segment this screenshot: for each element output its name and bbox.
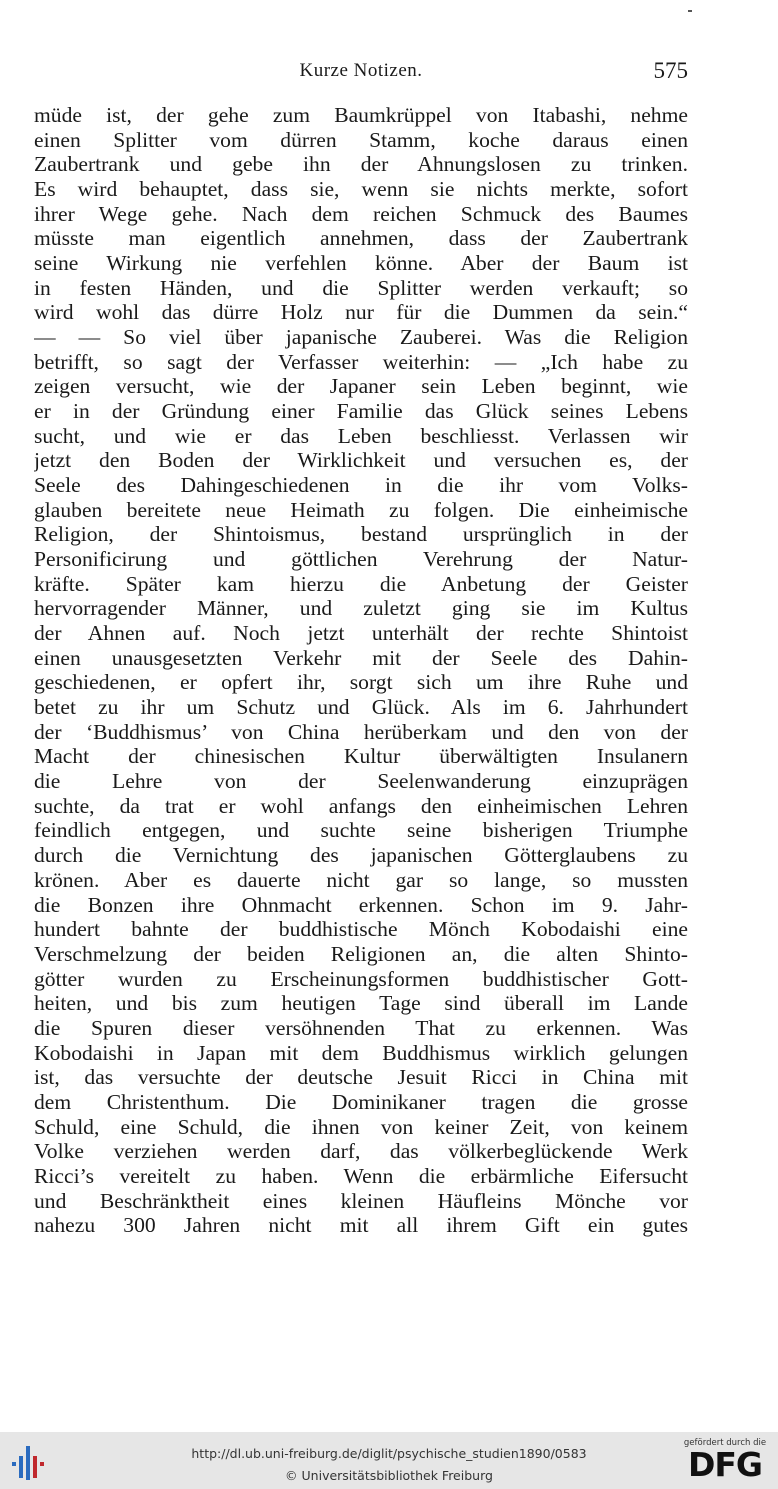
- text-line: glauben bereitete neue Heimath zu folgen. Die einheimische: [34, 497, 688, 522]
- text-line: Verschmelzung der beiden Religionen an, die alten Shinto-: [34, 941, 688, 966]
- scan-mark: [688, 10, 692, 12]
- dfg-caption: gefördert durch die: [683, 1438, 767, 1448]
- text-line: betrifft, so sagt der Verfasser weiterhin: — „Ich habe zu: [34, 349, 688, 374]
- text-line: Kobodaishi in Japan mit dem Buddhismus wirklich gelungen: [34, 1040, 688, 1065]
- text-line: götter wurden zu Erscheinungsformen buddhistischer Gott-: [34, 966, 688, 991]
- text-line: Macht der chinesischen Kultur überwältigten Insulanern: [34, 744, 688, 769]
- page-number: 575: [653, 58, 688, 83]
- text-line: suchte, da trat er wohl anfangs den einheimischen Lehren: [34, 793, 688, 818]
- text-line: durch die Vernichtung des japanischen Götterglaubens zu: [34, 843, 688, 868]
- text-line: geschiedenen, er opfert ihr, sorgt sich um ihre Ruhe und: [34, 670, 688, 695]
- text-line: Volke verziehen werden darf, das völkerbeglückende Werk: [34, 1139, 688, 1164]
- text-line: er in der Gründung einer Familie das Glück seines Lebens: [34, 399, 688, 424]
- text-line: Schuld, eine Schuld, die ihnen von keiner Zeit, von keinem: [34, 1114, 688, 1139]
- text-line: jetzt den Boden der Wirklichkeit und versuchen es, der: [34, 448, 688, 473]
- text-line: Es wird behauptet, dass sie, wenn sie nichts merkte, sofort: [34, 177, 688, 202]
- viewer-footer: [0, 1432, 778, 1489]
- text-line: Seele des Dahingeschiedenen in die ihr vom Volks-: [34, 473, 688, 498]
- page-header: [34, 58, 688, 86]
- text-line: seine Wirkung nie verfehlen könne. Aber der Baum ist: [34, 251, 688, 276]
- text-line: feindlich entgegen, und suchte seine bisherigen Triumphe: [34, 818, 688, 843]
- text-line: nahezu 300 Jahren nicht mit all ihrem Gift ein gutes: [34, 1213, 688, 1238]
- text-line: hervorragender Männer, und zuletzt ging sie im Kultus: [34, 596, 688, 621]
- text-line: Zaubertrank und gebe ihn der Ahnungslosen zu trinken.: [34, 152, 688, 177]
- text-line: dem Christenthum. Die Dominikaner tragen die grosse: [34, 1089, 688, 1114]
- text-line: wird wohl das dürre Holz nur für die Dummen da sein.“: [34, 300, 688, 325]
- text-line: Religion, der Shintoismus, bestand ursprünglich in der: [34, 522, 688, 547]
- text-line: einen unausgesetzten Verkehr mit der Seele des Dahin-: [34, 645, 688, 670]
- text-line: zeigen versucht, wie der Japaner sein Leben beginnt, wie: [34, 374, 688, 399]
- text-line: hundert bahnte der buddhistische Mönch Kobodaishi eine: [34, 917, 688, 942]
- source-url-link[interactable]: http://dl.ub.uni-freiburg.de/diglit/psychische_studien1890/0583: [191, 1446, 587, 1461]
- text-line: die Lehre von der Seelenwanderung einzuprägen: [34, 769, 688, 794]
- text-line: der Ahnen auf. Noch jetzt unterhält der rechte Shintoist: [34, 621, 688, 646]
- text-line: einen Splitter vom dürren Stamm, koche daraus einen: [34, 127, 688, 152]
- text-line: heiten, und bis zum heutigen Tage sind überall im Lande: [34, 991, 688, 1016]
- text-line: krönen. Aber es dauerte nicht gar so lange, so mussten: [34, 867, 688, 892]
- text-line: der ‘Buddhismus’ von China herüberkam und den von der: [34, 719, 688, 744]
- text-line: kräfte. Später kam hierzu die Anbetung der Geister: [34, 571, 688, 596]
- text-line: die Spuren dieser versöhnenden That zu erkennen. Was: [34, 1015, 688, 1040]
- copyright-notice: © Universitätsbibliothek Freiburg: [285, 1468, 493, 1483]
- text-line: müde ist, der gehe zum Baumkrüppel von Itabashi, nehme: [34, 103, 688, 127]
- text-line: die Bonzen ihre Ohnmacht erkennen. Schon im 9. Jahr-: [34, 892, 688, 917]
- text-line: Personificirung und göttlichen Verehrung der Natur-: [34, 547, 688, 572]
- dfg-mark: DFG: [687, 1445, 763, 1484]
- dfg-logo: [682, 1438, 768, 1486]
- text-line: in festen Händen, und die Splitter werden verkauft; so: [34, 275, 688, 300]
- body-text: [34, 103, 688, 1238]
- text-line: ihrer Wege gehe. Nach dem reichen Schmuck des Baumes: [34, 201, 688, 226]
- text-line: Ricci’s vereitelt zu haben. Wenn die erbärmliche Eifersucht: [34, 1163, 688, 1188]
- text-line: sucht, und wie er das Leben beschliesst. Verlassen wir: [34, 423, 688, 448]
- text-line: müsste man eigentlich annehmen, dass der Zaubertrank: [34, 226, 688, 251]
- text-line: — — So viel über japanische Zauberei. Was die Religion: [34, 325, 688, 350]
- text-line: betet zu ihr um Schutz und Glück. Als im 6. Jahrhundert: [34, 695, 688, 720]
- running-title: Kurze Notizen.: [299, 60, 423, 81]
- text-line: und Beschränktheit eines kleinen Häufleins Mönche vor: [34, 1188, 688, 1213]
- text-line: ist, das versuchte der deutsche Jesuit Ricci in China mit: [34, 1065, 688, 1090]
